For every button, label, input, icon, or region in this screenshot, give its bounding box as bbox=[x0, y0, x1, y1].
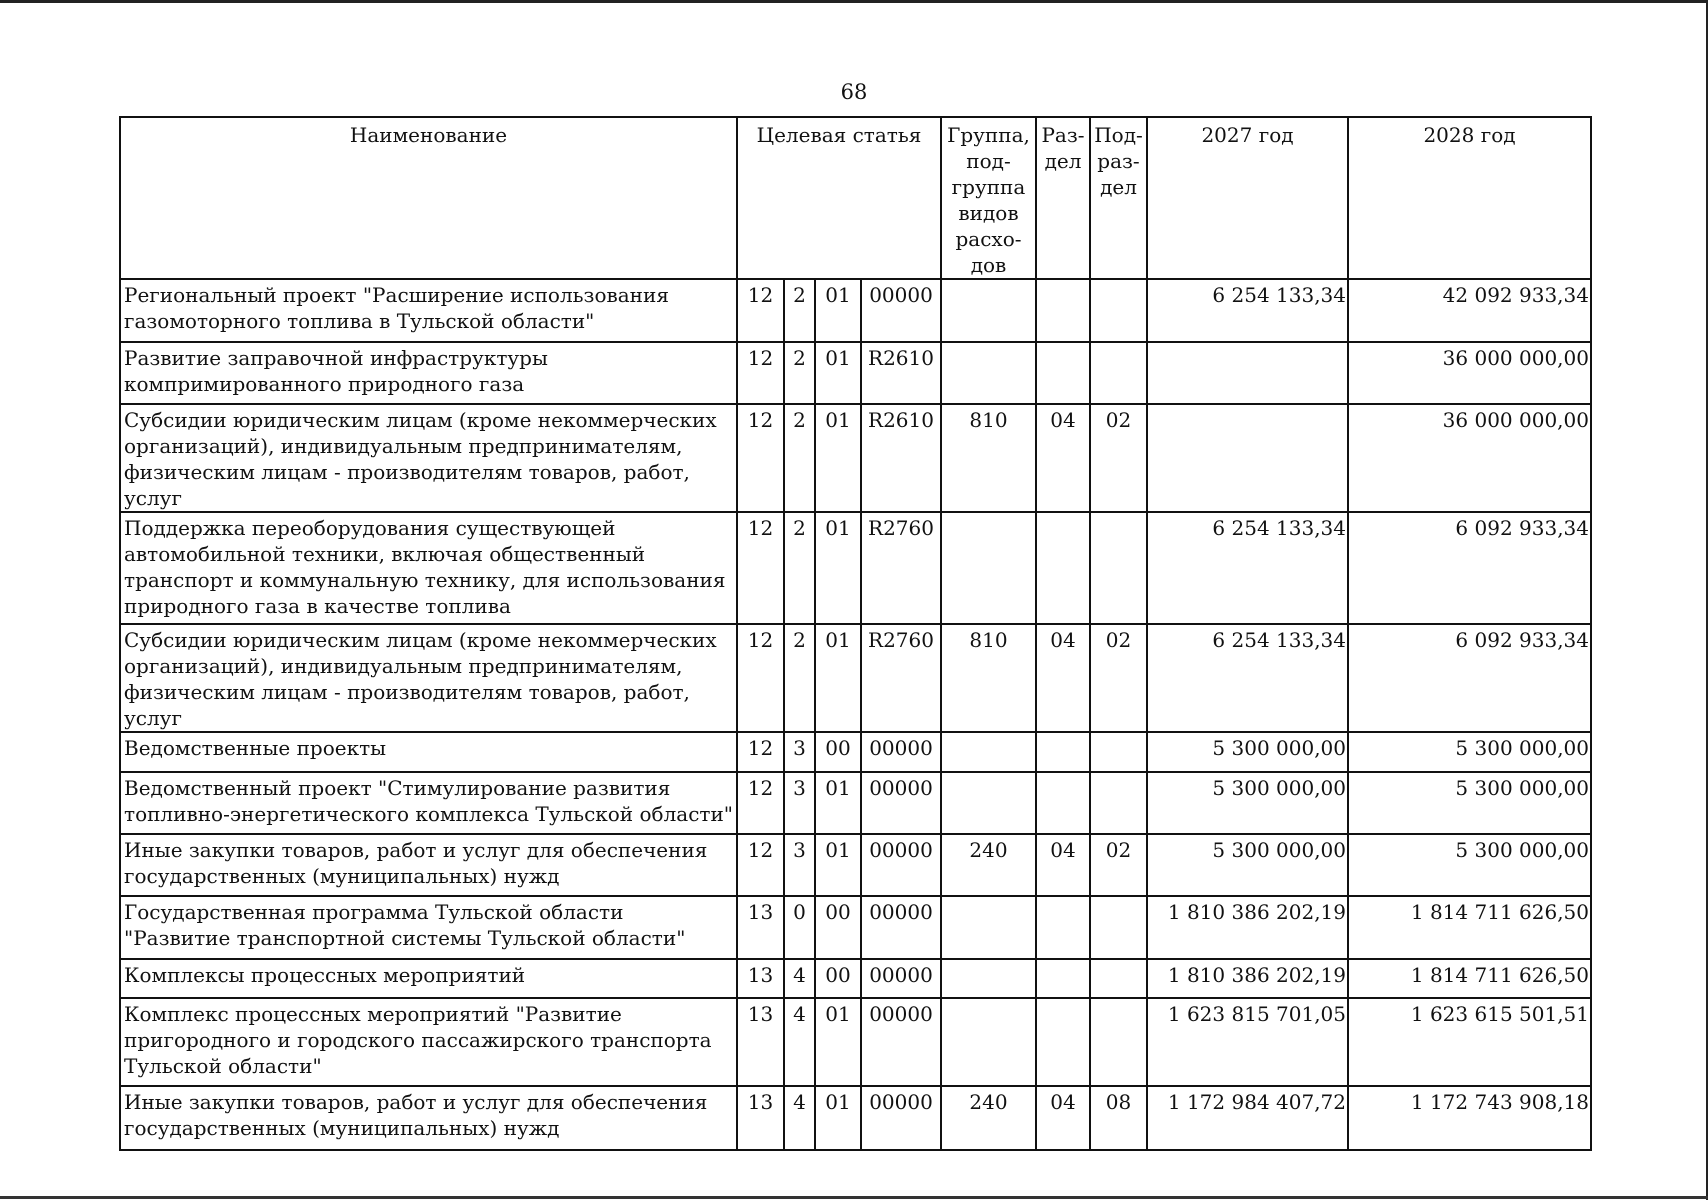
row-target-code-4: 00000 bbox=[861, 834, 941, 896]
row-target-code-3: 01 bbox=[815, 342, 861, 404]
row-target-code-1: 12 bbox=[737, 404, 784, 512]
row-subsection bbox=[1090, 342, 1147, 404]
row-amount-2027: 5 300 000,00 bbox=[1147, 772, 1348, 834]
row-section: 04 bbox=[1036, 1086, 1090, 1150]
row-target-code-3: 01 bbox=[815, 512, 861, 624]
row-amount-2028: 36 000 000,00 bbox=[1348, 404, 1591, 512]
budget-table bbox=[119, 116, 1592, 1151]
row-target-code-3: 01 bbox=[815, 404, 861, 512]
row-target-code-2: 4 bbox=[784, 1086, 815, 1150]
row-amount-2028: 6 092 933,34 bbox=[1348, 624, 1591, 732]
row-expense-group: 810 bbox=[941, 624, 1036, 732]
row-target-code-3: 01 bbox=[815, 772, 861, 834]
row-target-code-3: 01 bbox=[815, 834, 861, 896]
row-section: 04 bbox=[1036, 624, 1090, 732]
row-amount-2027: 1 623 815 701,05 bbox=[1147, 998, 1348, 1086]
table-row bbox=[120, 512, 1591, 624]
row-target-code-2: 2 bbox=[784, 512, 815, 624]
table-row bbox=[120, 998, 1591, 1086]
row-section bbox=[1036, 279, 1090, 342]
row-subsection bbox=[1090, 998, 1147, 1086]
row-amount-2028: 1 623 615 501,51 bbox=[1348, 998, 1591, 1086]
row-target-code-3: 01 bbox=[815, 998, 861, 1086]
row-subsection bbox=[1090, 959, 1147, 998]
header-subsection: Под-раз-дел bbox=[1090, 117, 1147, 279]
row-target-code-1: 12 bbox=[737, 512, 784, 624]
row-amount-2028: 1 172 743 908,18 bbox=[1348, 1086, 1591, 1150]
row-subsection bbox=[1090, 279, 1147, 342]
row-target-code-2: 2 bbox=[784, 279, 815, 342]
header-expense-group: Группа, под-группа видов расхо-дов bbox=[941, 117, 1036, 279]
table-header bbox=[120, 117, 1591, 279]
row-amount-2027: 1 810 386 202,19 bbox=[1147, 959, 1348, 998]
row-target-code-1: 12 bbox=[737, 772, 784, 834]
row-target-code-4: 00000 bbox=[861, 1086, 941, 1150]
row-expense-group: 240 bbox=[941, 834, 1036, 896]
row-target-code-1: 12 bbox=[737, 279, 784, 342]
row-amount-2028: 5 300 000,00 bbox=[1348, 772, 1591, 834]
table-row bbox=[120, 834, 1591, 896]
row-target-code-3: 01 bbox=[815, 624, 861, 732]
row-subsection bbox=[1090, 512, 1147, 624]
row-section bbox=[1036, 772, 1090, 834]
row-target-code-1: 12 bbox=[737, 834, 784, 896]
row-amount-2027: 1 172 984 407,72 bbox=[1147, 1086, 1348, 1150]
row-name: Иные закупки товаров, работ и услуг для обеспечения государственных (муниципальных) нужд bbox=[120, 1086, 737, 1150]
row-expense-group bbox=[941, 732, 1036, 772]
page-number: 68 bbox=[840, 80, 868, 104]
row-target-code-2: 2 bbox=[784, 624, 815, 732]
row-target-code-4: R2610 bbox=[861, 404, 941, 512]
row-expense-group bbox=[941, 998, 1036, 1086]
row-target-code-4: R2760 bbox=[861, 624, 941, 732]
row-subsection bbox=[1090, 896, 1147, 959]
row-target-code-4: 00000 bbox=[861, 959, 941, 998]
row-target-code-2: 0 bbox=[784, 896, 815, 959]
table-row bbox=[120, 772, 1591, 834]
row-name: Развитие заправочной инфраструктуры компримированного природного газа bbox=[120, 342, 737, 404]
row-section bbox=[1036, 342, 1090, 404]
row-target-code-1: 12 bbox=[737, 342, 784, 404]
row-target-code-4: 00000 bbox=[861, 279, 941, 342]
row-name: Комплекс процессных мероприятий "Развитие пригородного и городского пассажирского транспорта Тульской области" bbox=[120, 998, 737, 1086]
row-amount-2027: 5 300 000,00 bbox=[1147, 732, 1348, 772]
row-target-code-2: 4 bbox=[784, 998, 815, 1086]
row-amount-2028: 6 092 933,34 bbox=[1348, 512, 1591, 624]
row-name: Государственная программа Тульской области "Развитие транспортной системы Тульской области" bbox=[120, 896, 737, 959]
row-target-code-1: 13 bbox=[737, 998, 784, 1086]
row-expense-group bbox=[941, 342, 1036, 404]
row-subsection: 02 bbox=[1090, 834, 1147, 896]
row-amount-2027: 6 254 133,34 bbox=[1147, 279, 1348, 342]
row-amount-2028: 5 300 000,00 bbox=[1348, 834, 1591, 896]
table-row bbox=[120, 1086, 1591, 1150]
row-expense-group bbox=[941, 959, 1036, 998]
row-target-code-3: 01 bbox=[815, 279, 861, 342]
row-section bbox=[1036, 896, 1090, 959]
header-name: Наименование bbox=[120, 117, 737, 279]
row-target-code-2: 3 bbox=[784, 834, 815, 896]
row-target-code-3: 01 bbox=[815, 1086, 861, 1150]
table-row bbox=[120, 279, 1591, 342]
row-subsection bbox=[1090, 772, 1147, 834]
table-row bbox=[120, 624, 1591, 732]
row-target-code-4: 00000 bbox=[861, 998, 941, 1086]
row-amount-2028: 1 814 711 626,50 bbox=[1348, 959, 1591, 998]
table-row bbox=[120, 959, 1591, 998]
row-amount-2028: 1 814 711 626,50 bbox=[1348, 896, 1591, 959]
row-target-code-4: 00000 bbox=[861, 772, 941, 834]
row-name: Субсидии юридическим лицам (кроме некоммерческих организаций), индивидуальным предпринимателям, физическим лицам - производителям товаров, работ, услуг bbox=[120, 624, 737, 732]
row-name: Региональный проект "Расширение использования газомоторного топлива в Тульской области" bbox=[120, 279, 737, 342]
row-expense-group bbox=[941, 279, 1036, 342]
table-row bbox=[120, 342, 1591, 404]
table-row bbox=[120, 732, 1591, 772]
header-target-article: Целевая статья bbox=[737, 117, 941, 279]
row-amount-2027: 6 254 133,34 bbox=[1147, 624, 1348, 732]
row-target-code-2: 2 bbox=[784, 342, 815, 404]
row-target-code-1: 13 bbox=[737, 959, 784, 998]
header-year-2027: 2027 год bbox=[1147, 117, 1348, 279]
row-amount-2028: 36 000 000,00 bbox=[1348, 342, 1591, 404]
row-section: 04 bbox=[1036, 834, 1090, 896]
row-amount-2027: 5 300 000,00 bbox=[1147, 834, 1348, 896]
scan-edge-bottom bbox=[0, 1196, 1708, 1199]
row-amount-2028: 5 300 000,00 bbox=[1348, 732, 1591, 772]
row-section bbox=[1036, 998, 1090, 1086]
row-target-code-2: 3 bbox=[784, 772, 815, 834]
row-subsection: 02 bbox=[1090, 404, 1147, 512]
row-target-code-3: 00 bbox=[815, 896, 861, 959]
row-target-code-3: 00 bbox=[815, 732, 861, 772]
row-section: 04 bbox=[1036, 404, 1090, 512]
row-name: Поддержка переоборудования существующей автомобильной техники, включая общественный транспорт и коммунальную технику, для использования природного газа в качестве топлива bbox=[120, 512, 737, 624]
row-amount-2027: 6 254 133,34 bbox=[1147, 512, 1348, 624]
row-name: Иные закупки товаров, работ и услуг для обеспечения государственных (муниципальных) нужд bbox=[120, 834, 737, 896]
row-section bbox=[1036, 512, 1090, 624]
row-expense-group: 810 bbox=[941, 404, 1036, 512]
row-amount-2027 bbox=[1147, 342, 1348, 404]
row-name: Ведомственный проект "Стимулирование развития топливно-энергетического комплекса Тульской области" bbox=[120, 772, 737, 834]
row-target-code-3: 00 bbox=[815, 959, 861, 998]
row-subsection bbox=[1090, 732, 1147, 772]
row-expense-group bbox=[941, 896, 1036, 959]
row-target-code-1: 13 bbox=[737, 896, 784, 959]
row-expense-group bbox=[941, 772, 1036, 834]
row-name: Субсидии юридическим лицам (кроме некоммерческих организаций), индивидуальным предпринимателям, физическим лицам - производителям товаров, работ, услуг bbox=[120, 404, 737, 512]
row-target-code-2: 2 bbox=[784, 404, 815, 512]
row-target-code-1: 13 bbox=[737, 1086, 784, 1150]
row-name: Ведомственные проекты bbox=[120, 732, 737, 772]
row-amount-2027: 1 810 386 202,19 bbox=[1147, 896, 1348, 959]
row-name: Комплексы процессных мероприятий bbox=[120, 959, 737, 998]
table-body bbox=[120, 279, 1591, 1150]
row-target-code-2: 3 bbox=[784, 732, 815, 772]
row-subsection: 02 bbox=[1090, 624, 1147, 732]
header-section: Раз-дел bbox=[1036, 117, 1090, 279]
row-target-code-1: 12 bbox=[737, 732, 784, 772]
row-section bbox=[1036, 732, 1090, 772]
row-target-code-4: R2610 bbox=[861, 342, 941, 404]
row-target-code-4: 00000 bbox=[861, 896, 941, 959]
row-target-code-4: 00000 bbox=[861, 732, 941, 772]
table-row bbox=[120, 896, 1591, 959]
row-expense-group bbox=[941, 512, 1036, 624]
row-target-code-2: 4 bbox=[784, 959, 815, 998]
row-subsection: 08 bbox=[1090, 1086, 1147, 1150]
row-amount-2027 bbox=[1147, 404, 1348, 512]
scan-edge-top bbox=[0, 0, 1708, 3]
row-section bbox=[1036, 959, 1090, 998]
row-amount-2028: 42 092 933,34 bbox=[1348, 279, 1591, 342]
row-target-code-1: 12 bbox=[737, 624, 784, 732]
table-row bbox=[120, 404, 1591, 512]
header-year-2028: 2028 год bbox=[1348, 117, 1591, 279]
row-target-code-4: R2760 bbox=[861, 512, 941, 624]
row-expense-group: 240 bbox=[941, 1086, 1036, 1150]
